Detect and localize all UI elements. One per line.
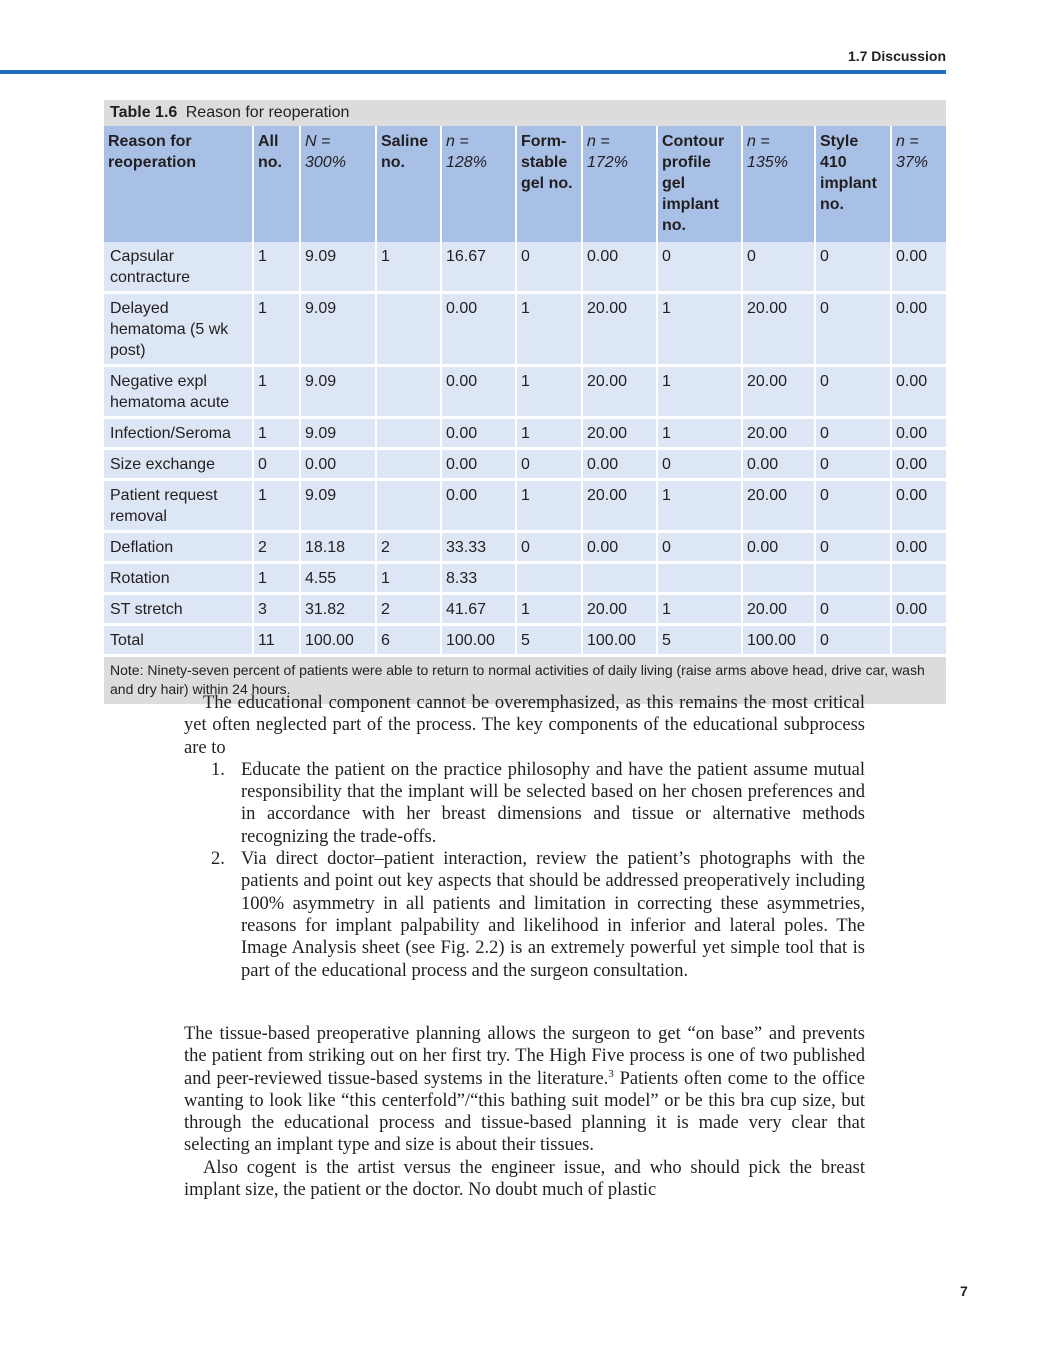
table-cell: 0	[816, 481, 890, 533]
table-cell: 9.09	[301, 481, 375, 533]
table-cell	[377, 419, 440, 450]
reference-marker: 3	[608, 1067, 614, 1080]
table-cell	[743, 564, 814, 595]
table-cell: 4.55	[301, 564, 375, 595]
table-cell: 0.00	[442, 481, 515, 533]
table-title: Reason for reoperation	[185, 104, 350, 121]
table-note: Note: Ninety-seven percent of patients were able to return to normal activities of daily living (raise arms above head, drive car, wash and dry hair) within 24 hours.	[104, 657, 946, 704]
table-cell: 20.00	[583, 419, 656, 450]
table-cell: 0	[517, 533, 581, 564]
table-cell	[377, 294, 440, 367]
table-cell: 0	[816, 242, 890, 294]
subprocess-list	[184, 759, 865, 982]
table-cell: 0.00	[892, 533, 946, 564]
table-cell: 9.09	[301, 242, 375, 294]
table-cell: 0	[743, 242, 814, 294]
table-cell: 16.67	[442, 242, 515, 294]
row-label: Negative expl hematoma acute	[104, 367, 252, 419]
body-text	[184, 692, 865, 982]
table-cell: 0.00	[583, 533, 656, 564]
table-cell: 0.00	[892, 419, 946, 450]
table-cell: 20.00	[743, 294, 814, 367]
table-cell: 1	[517, 294, 581, 367]
column-header: n = 135%	[743, 126, 814, 242]
table-row	[104, 595, 946, 626]
body-text-continued	[184, 1023, 865, 1201]
table-cell: 11	[254, 626, 299, 657]
table-cell: 9.09	[301, 294, 375, 367]
table-cell: 2	[377, 595, 440, 626]
table-cell: 0.00	[301, 450, 375, 481]
table-cell: 100.00	[743, 626, 814, 657]
table-cell: 20.00	[743, 595, 814, 626]
table-cell: 0	[816, 419, 890, 450]
table-cell	[377, 367, 440, 419]
table-row	[104, 626, 946, 657]
table-cell	[377, 450, 440, 481]
table-label: Table 1.6	[110, 104, 178, 121]
table-cell: 1	[658, 481, 741, 533]
table-cell: 0.00	[892, 367, 946, 419]
table-cell: 0	[816, 533, 890, 564]
column-header: n = 128%	[442, 126, 515, 242]
table-row	[104, 533, 946, 564]
table-cell: 18.18	[301, 533, 375, 564]
list-number: 2.	[211, 849, 225, 870]
planning-text-b: Patients often come to the office wanting to look like “this centerfold”/“this bathing suit model” or be this bra cup size, but through the educational process and tissue-based planning it is made very clear that selecting an implant type and size is about their tissues.	[184, 1068, 865, 1156]
list-number: 1.	[211, 759, 225, 780]
table-cell: 1	[254, 294, 299, 367]
table-cell: 1	[377, 564, 440, 595]
header-rule	[0, 70, 946, 74]
column-header: Style 410 implant no.	[816, 126, 890, 242]
table-cell: 20.00	[583, 595, 656, 626]
table-cell: 0	[658, 450, 741, 481]
column-header: All no.	[254, 126, 299, 242]
table-cell: 0	[816, 626, 890, 657]
table-cell: 0	[816, 595, 890, 626]
table-cell: 1	[658, 367, 741, 419]
table-cell: 1	[658, 595, 741, 626]
table-cell: 20.00	[583, 294, 656, 367]
list-item	[184, 848, 865, 982]
table-cell: 0.00	[442, 294, 515, 367]
column-header: Form-stable gel no.	[517, 126, 581, 242]
table-cell: 100.00	[301, 626, 375, 657]
table-cell: 1	[658, 419, 741, 450]
list-text: Educate the patient on the practice philosophy and have the patient assume mutual responsibility that the implant will be selected based on her chosen preferences and in accordance with her breast dimensions and tissue or alternative methods recognizing the trade-offs.	[241, 759, 865, 847]
table-row	[104, 481, 946, 533]
table-cell: 20.00	[743, 419, 814, 450]
table-row	[104, 564, 946, 595]
table-row	[104, 367, 946, 419]
table-cell	[892, 626, 946, 657]
table-cell	[583, 564, 656, 595]
table-row	[104, 419, 946, 450]
table-cell: 0	[816, 450, 890, 481]
table-cell: 1	[658, 294, 741, 367]
table-cell: 1	[254, 564, 299, 595]
table-cell: 8.33	[442, 564, 515, 595]
table-cell: 0.00	[892, 242, 946, 294]
planning-paragraph	[184, 1023, 865, 1157]
table-cell: 2	[254, 533, 299, 564]
table-cell: 5	[658, 626, 741, 657]
table-cell: 0.00	[442, 450, 515, 481]
artist-engineer-paragraph: Also cogent is the artist versus the engineer issue, and who should pick the breast implant size, the patient or the doctor. No doubt much of plastic	[184, 1157, 865, 1201]
table-cell: 1	[517, 481, 581, 533]
table-cell: 20.00	[583, 367, 656, 419]
table-cell: 33.33	[442, 533, 515, 564]
table-cell: 0.00	[442, 419, 515, 450]
table-cell: 1	[254, 242, 299, 294]
row-label: ST stretch	[104, 595, 252, 626]
table-cell: 1	[517, 367, 581, 419]
table-cell: 1	[517, 419, 581, 450]
column-header: N = 300%	[301, 126, 375, 242]
table-cell: 0.00	[583, 242, 656, 294]
running-head: 1.7 Discussion	[847, 48, 946, 64]
table-cell: 9.09	[301, 419, 375, 450]
column-header: n = 37%	[892, 126, 946, 242]
table-cell: 1	[254, 367, 299, 419]
row-label: Infection/Seroma	[104, 419, 252, 450]
row-label: Delayed hematoma (5 wk post)	[104, 294, 252, 367]
column-header: Contour profile gel implant no.	[658, 126, 741, 242]
column-header: Reason for reoperation	[104, 126, 252, 242]
row-label: Rotation	[104, 564, 252, 595]
row-label: Patient request removal	[104, 481, 252, 533]
table-row	[104, 242, 946, 294]
table-cell: 0	[517, 450, 581, 481]
table-cell: 31.82	[301, 595, 375, 626]
table-cell: 0.00	[743, 533, 814, 564]
table-cell: 5	[517, 626, 581, 657]
table-cell: 0	[517, 242, 581, 294]
table-row	[104, 294, 946, 367]
table-cell	[517, 564, 581, 595]
table-header-row	[104, 126, 946, 242]
row-label: Size exchange	[104, 450, 252, 481]
table-cell: 0	[658, 533, 741, 564]
table-cell: 1	[377, 242, 440, 294]
table-cell: 20.00	[743, 367, 814, 419]
table-cell: 0.00	[442, 367, 515, 419]
row-label: Capsular contracture	[104, 242, 252, 294]
table-row	[104, 450, 946, 481]
table-cell: 0	[816, 367, 890, 419]
table-cell: 20.00	[743, 481, 814, 533]
table-cell: 0.00	[892, 481, 946, 533]
table-cell: 3	[254, 595, 299, 626]
table-cell	[892, 564, 946, 595]
table-cell: 20.00	[583, 481, 656, 533]
table-cell: 100.00	[442, 626, 515, 657]
row-label: Deflation	[104, 533, 252, 564]
table-cell: 0	[254, 450, 299, 481]
table-cell: 1	[517, 595, 581, 626]
table-cell: 0.00	[892, 294, 946, 367]
table-cell	[658, 564, 741, 595]
table-cell: 41.67	[442, 595, 515, 626]
table-cell: 100.00	[583, 626, 656, 657]
list-text: Via direct doctor–patient interaction, review the patient’s photographs with the patients and point out key aspects that should be addressed preoperatively including 100% asymmetry in all patients and limitation in correcting these asymmetries, reasons for implant palpability and likelihood in inferior and lateral poles. The Image Analysis sheet (see Fig. 2.2) is an extremely powerful yet simple tool that is part of the educational process and the surgeon consultation.	[241, 849, 865, 981]
column-header: n = 172%	[583, 126, 656, 242]
table-caption	[104, 100, 946, 126]
table-cell: 0.00	[892, 450, 946, 481]
table-cell: 9.09	[301, 367, 375, 419]
list-item	[184, 759, 865, 848]
intro-paragraph: The educational component cannot be overemphasized, as this remains the most critical yet often neglected part of the process. The key components of the educational subprocess are to	[184, 693, 865, 758]
table-cell: 0	[816, 294, 890, 367]
table-cell: 0.00	[743, 450, 814, 481]
table-cell: 2	[377, 533, 440, 564]
page-number: 7	[960, 1283, 968, 1299]
table-cell: 0	[658, 242, 741, 294]
table-cell: 1	[254, 419, 299, 450]
table-cell: 0.00	[892, 595, 946, 626]
column-header: Saline no.	[377, 126, 440, 242]
table-cell	[377, 481, 440, 533]
table-cell: 6	[377, 626, 440, 657]
table-cell	[816, 564, 890, 595]
row-label: Total	[104, 626, 252, 657]
planning-text-a: The tissue-based preoperative planning allows the surgeon to get “on base” and prevents the patient from striking out on her first try. The High Five process is one of two published and peer-reviewed tissue-based systems in the literature.	[184, 1024, 865, 1089]
table-cell: 1	[254, 481, 299, 533]
table-cell: 0.00	[583, 450, 656, 481]
data-table	[102, 126, 948, 657]
reoperation-table	[104, 100, 946, 704]
